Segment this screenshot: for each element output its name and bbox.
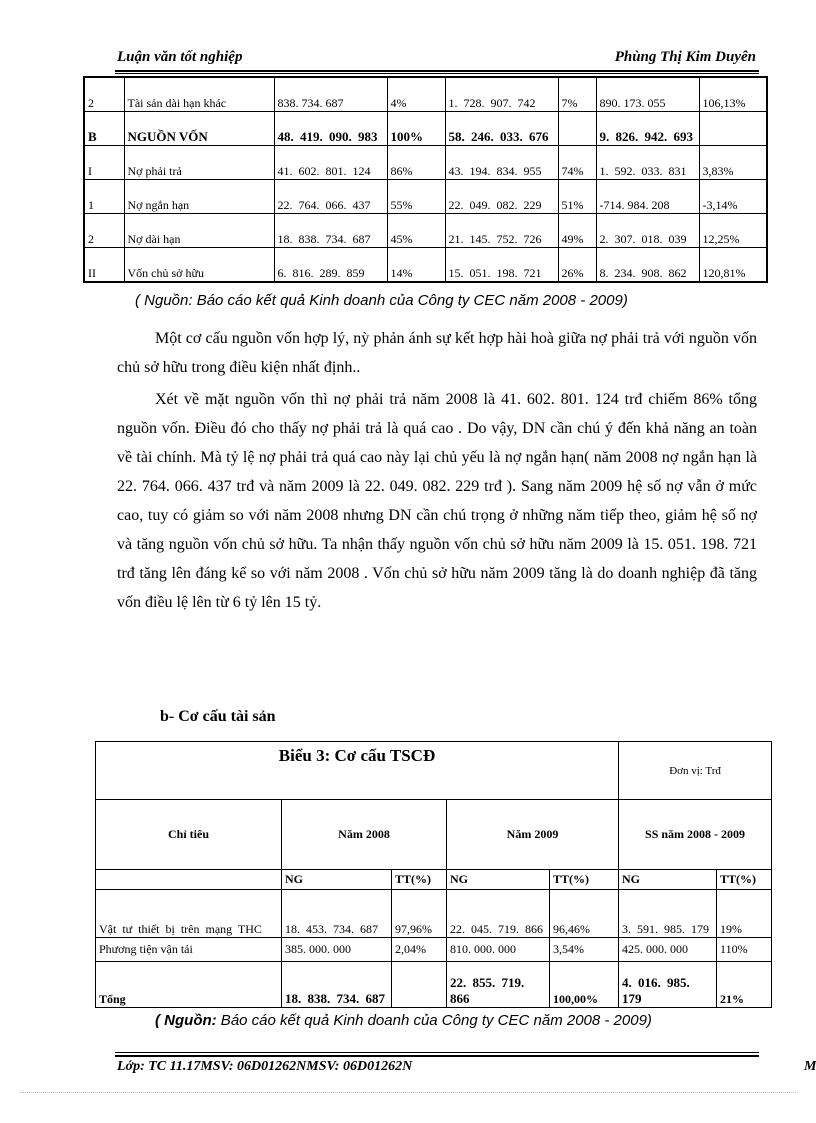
sub-ng-2008: NG [282, 870, 392, 890]
col-indicator: Chỉ tiêu [96, 800, 282, 870]
col-compare: SS năm 2008 - 2009 [619, 800, 772, 870]
percent-2008: 45% [387, 214, 445, 248]
paragraph [117, 385, 757, 617]
section-heading: b- Cơ cấu tài sản [160, 708, 276, 725]
tt-2009: 96,46% [550, 890, 619, 938]
header-rule-thin [115, 73, 759, 74]
table-row [84, 180, 767, 214]
percent-2008: 4% [387, 77, 445, 112]
tt-diff: 19% [717, 890, 772, 938]
row-code: I [84, 146, 124, 180]
ng-2009: 22. 045. 719. 866 [447, 890, 550, 938]
ng-diff: 3. 591. 985. 179 [619, 890, 717, 938]
table-row [84, 248, 767, 283]
value-2008: 6. 816. 289. 859 [274, 248, 387, 283]
percent-2009: 74% [558, 146, 596, 180]
row-name: NGUỒN VỐN [124, 112, 274, 146]
footer-right-text: M [804, 1059, 816, 1074]
sub-tt-2008: TT(%) [392, 870, 447, 890]
paragraph-text: Xét về mặt nguồn vốn thì nợ phải trả năm 2008 là 41. 602. 801. 124 trđ chiếm 86% tổng nguồn vốn. Điều đó cho thấy nợ phải trả là quá cao . Do vậy, DN cần chú ý đến khả năng an toàn về tài chính. Mà tỷ lệ nợ phải trả quá cao này lại chủ yếu là nợ ngắn hạn( năm 2008 nợ ngắn hạn là 22. 764. 066. 437 trđ và năm 2009 là 22. 049. 082. 229 trđ ). Sang năm 2009 hệ số nợ vẫn ở mức cao, tuy có giảm so với năm 2008 nhưng DN cần chú trọng ở những năm tiếp theo, giảm hệ số nợ và tăng nguồn vốn chủ sở hữu. Ta nhận thấy nguồn vốn chủ sở hữu năm 2009 là 15. 051. 198. 721 trđ tăng lên đáng kể so với năm 2008 . Vốn chủ sở hữu năm 2009 tăng là do doanh nghiệp đã tăng vốn điều lệ lên từ 6 tỷ lên 15 tỷ. [117, 391, 757, 611]
table-unit: Đơn vị: Trđ [619, 742, 772, 800]
value-2009: 58. 246. 033. 676 [445, 112, 558, 146]
table-row [84, 77, 767, 112]
table-row [84, 146, 767, 180]
value-diff: 2. 307. 018. 039 [596, 214, 699, 248]
tt-diff: 21% [717, 962, 772, 1008]
table-subheader-row [96, 870, 772, 890]
tt-2008 [392, 962, 447, 1008]
percent-2009: 7% [558, 77, 596, 112]
sub-tt-diff: TT(%) [717, 870, 772, 890]
paragraph-text: Một cơ cấu nguồn vốn hợp lý, nỳ phản ánh sự kết hợp hài hoà giữa nợ phải trả với nguồn vốn chủ sở hữu trong điều kiện nhất định.. [117, 330, 757, 376]
percent-2009: 51% [558, 180, 596, 214]
footer-rule [115, 1055, 759, 1057]
value-diff: -714. 984. 208 [596, 180, 699, 214]
tt-2008: 97,96% [392, 890, 447, 938]
percent-2009: 26% [558, 248, 596, 283]
row-code: II [84, 248, 124, 283]
row-name: Nợ ngắn hạn [124, 180, 274, 214]
percent-2009: 49% [558, 214, 596, 248]
tt-2008: 2,04% [392, 938, 447, 962]
row-code: 2 [84, 77, 124, 112]
value-2009: 43. 194. 834. 955 [445, 146, 558, 180]
sub-tt-2009: TT(%) [550, 870, 619, 890]
table-header-row [96, 800, 772, 870]
row-name: Nợ phải trả [124, 146, 274, 180]
row-name: Phương tiện vận tải [96, 938, 282, 962]
paragraph [117, 324, 757, 382]
percent-2008: 14% [387, 248, 445, 283]
percent-2009 [558, 112, 596, 146]
row-code: 1 [84, 180, 124, 214]
row-name: Nợ dài hạn [124, 214, 274, 248]
capital-structure-table [83, 76, 768, 283]
row-name: Tổng [96, 962, 282, 1008]
table-row [84, 112, 767, 146]
empty-cell [96, 870, 282, 890]
table-source-note: ( Nguồn: Báo cáo kết quả Kinh doanh của Công ty CEC năm 2008 - 2009) [135, 292, 628, 309]
footer-rule-thin [115, 1052, 759, 1053]
tt-diff: 110% [717, 938, 772, 962]
value-2009: 15. 051. 198. 721 [445, 248, 558, 283]
table-row [96, 890, 772, 938]
ng-diff: 425. 000. 000 [619, 938, 717, 962]
ng-2008: 385. 000. 000 [282, 938, 392, 962]
ng-2008: 18. 838. 734. 687 [282, 962, 392, 1008]
row-name: Vật tư thiết bị trên mạng THC [96, 890, 282, 938]
tt-2009: 3,54% [550, 938, 619, 962]
header-rule [115, 70, 759, 72]
ng-2008: 18. 453. 734. 687 [282, 890, 392, 938]
value-2009: 1. 728. 907. 742 [445, 77, 558, 112]
value-2008: 838. 734. 687 [274, 77, 387, 112]
value-2009: 22. 049. 082. 229 [445, 180, 558, 214]
value-2008: 18. 838. 734. 687 [274, 214, 387, 248]
value-diff: 9. 826. 942. 693 [596, 112, 699, 146]
rate-diff: 120,81% [699, 248, 767, 283]
percent-2008: 55% [387, 180, 445, 214]
tt-2009: 100,00% [550, 962, 619, 1008]
source-text: Báo cáo kết quả Kinh doanh của Công ty CEC năm 2008 - 2009) [216, 1012, 652, 1029]
col-year-2008: Năm 2008 [282, 800, 447, 870]
table-source-note [155, 1012, 652, 1029]
value-2008: 48. 419. 090. 983 [274, 112, 387, 146]
value-diff: 890. 173. 055 [596, 77, 699, 112]
footer-class-info: Lớp: TC 11.17MSV: 06D01262NMSV: 06D01262N [117, 1059, 413, 1074]
row-name: Tài sản dài hạn khác [124, 77, 274, 112]
value-diff: 8. 234. 908. 862 [596, 248, 699, 283]
value-2009: 21. 145. 752. 726 [445, 214, 558, 248]
row-code: B [84, 112, 124, 146]
value-2008: 22. 764. 066. 437 [274, 180, 387, 214]
sub-ng-2009: NG [447, 870, 550, 890]
table-title: Biểu 3: Cơ cấu TSCĐ [96, 742, 619, 800]
rate-diff: 3,83% [699, 146, 767, 180]
value-2008: 41. 602. 801. 124 [274, 146, 387, 180]
row-name: Vốn chủ sở hữu [124, 248, 274, 283]
percent-2008: 100% [387, 112, 445, 146]
sub-ng-diff: NG [619, 870, 717, 890]
value-diff: 1. 592. 033. 831 [596, 146, 699, 180]
ng-diff: 4. 016. 985. 179 [619, 962, 717, 1008]
col-year-2009: Năm 2009 [447, 800, 619, 870]
percent-2008: 86% [387, 146, 445, 180]
rate-diff: -3,14% [699, 180, 767, 214]
rate-diff [699, 112, 767, 146]
header-title-left: Luận văn tốt nghiệp [117, 49, 243, 65]
fixed-asset-table [95, 741, 772, 1008]
rate-diff: 106,13% [699, 77, 767, 112]
page-break-line [20, 1092, 796, 1093]
table-title-row [96, 742, 772, 800]
source-label: ( Nguồn: [155, 1012, 217, 1029]
ng-2009: 810. 000. 000 [447, 938, 550, 962]
table-row [84, 214, 767, 248]
ng-2009: 22. 855. 719. 866 [447, 962, 550, 1008]
header-author: Phùng Thị Kim Duyên [614, 49, 756, 65]
rate-diff: 12,25% [699, 214, 767, 248]
table-row [96, 938, 772, 962]
table-total-row [96, 962, 772, 1008]
row-code: 2 [84, 214, 124, 248]
